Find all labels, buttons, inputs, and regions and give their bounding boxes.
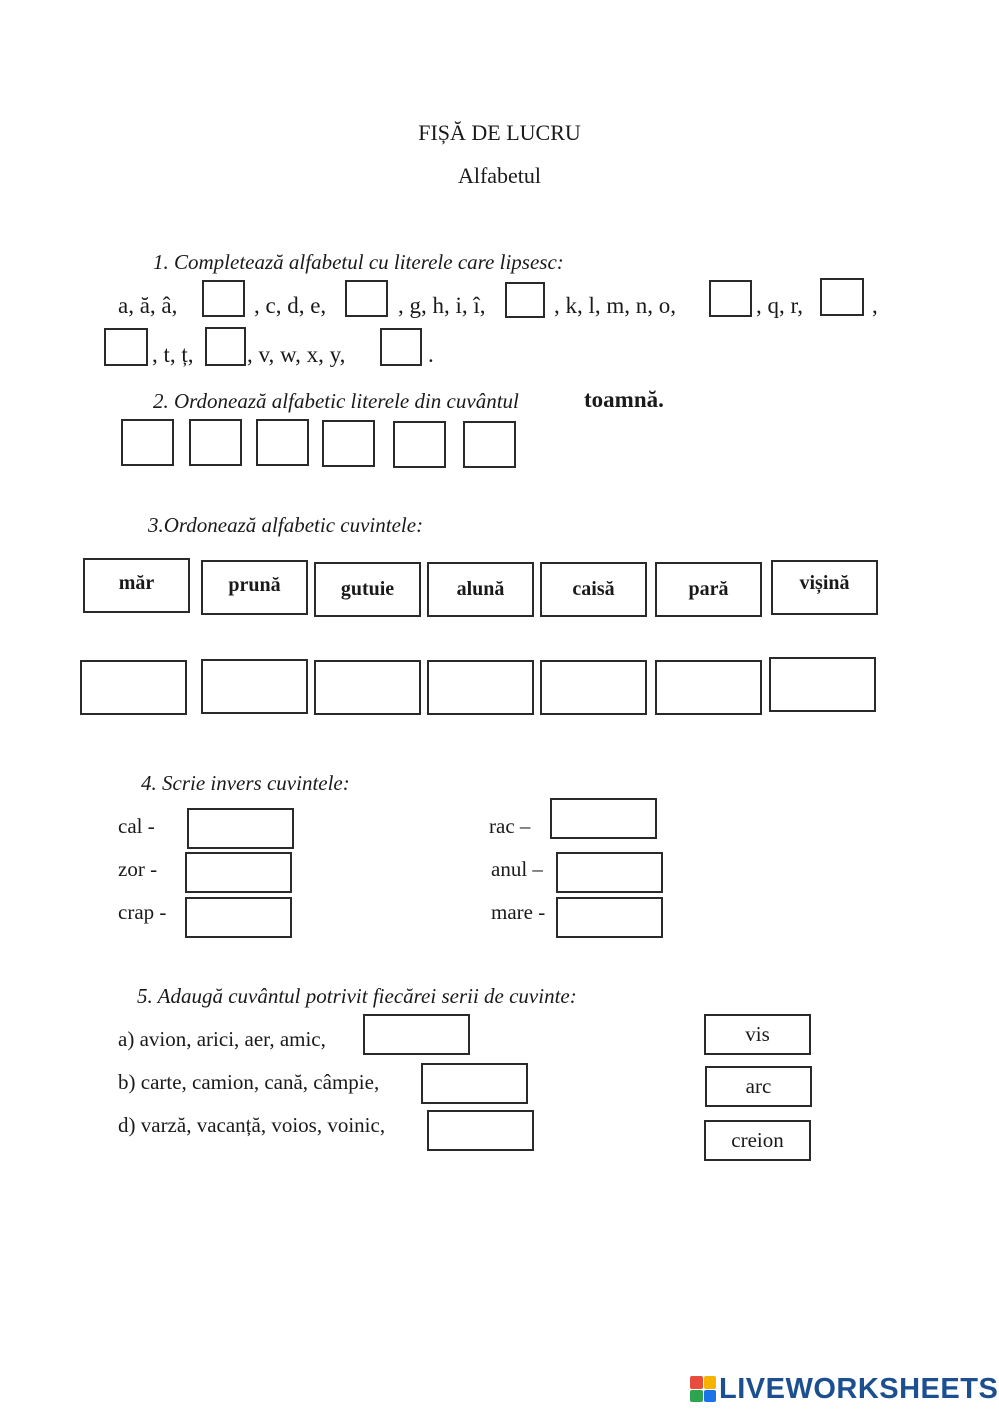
reverse-word-box[interactable]	[185, 852, 292, 893]
word-card: măr	[83, 558, 190, 613]
letter-order-box[interactable]	[256, 419, 309, 466]
word-order-box[interactable]	[427, 660, 534, 715]
word-option[interactable]: creion	[704, 1120, 811, 1161]
missing-letter-box[interactable]	[104, 328, 148, 366]
word-order-box[interactable]	[201, 659, 308, 714]
word-option[interactable]: arc	[705, 1066, 812, 1107]
reverse-word-label: anul –	[491, 857, 543, 881]
missing-letter-box[interactable]	[709, 280, 752, 317]
alphabet-text: , q, r,	[756, 293, 803, 318]
word-option[interactable]: vis	[704, 1014, 811, 1055]
missing-letter-box[interactable]	[820, 278, 864, 316]
exercise-2-instruction: 2. Ordonează alfabetic literele din cuvântul	[153, 389, 519, 413]
page-title: FIȘĂ DE LUCRU	[418, 120, 581, 145]
word-card: gutuie	[314, 562, 421, 617]
reverse-word-label: zor -	[118, 857, 158, 881]
alphabet-text: ,	[872, 293, 878, 318]
series-answer-box[interactable]	[427, 1110, 534, 1151]
liveworksheets-logo-icon	[690, 1376, 716, 1402]
brand-name: LIVEWORKSHEETS	[719, 1372, 999, 1405]
word-card: caisă	[540, 562, 647, 617]
reverse-word-label: mare -	[491, 900, 546, 924]
missing-letter-box[interactable]	[505, 282, 545, 318]
reverse-word-box[interactable]	[556, 852, 663, 893]
missing-letter-box[interactable]	[345, 280, 388, 317]
word-card: pară	[655, 562, 762, 617]
exercise-4-instruction: 4. Scrie invers cuvintele:	[141, 771, 350, 795]
series-answer-box[interactable]	[421, 1063, 528, 1104]
alphabet-text: .	[428, 342, 434, 367]
letter-order-box[interactable]	[121, 419, 174, 466]
word-card: prună	[201, 560, 308, 615]
exercise-5-instruction: 5. Adaugă cuvântul potrivit fiecărei serii de cuvinte:	[137, 984, 577, 1008]
word-order-box[interactable]	[80, 660, 187, 715]
word-series: d) varză, vacanță, voios, voinic,	[118, 1113, 386, 1137]
reverse-word-label: cal -	[118, 814, 155, 838]
reverse-word-box[interactable]	[185, 897, 292, 938]
word-series: a) avion, arici, aer, amic,	[118, 1027, 326, 1051]
word-order-box[interactable]	[655, 660, 762, 715]
reverse-word-label: rac –	[489, 814, 531, 838]
word-series: b) carte, camion, cană, câmpie,	[118, 1070, 380, 1094]
page-subtitle: Alfabetul	[457, 163, 542, 188]
exercise-1-instruction: 1. Completează alfabetul cu literele care lipsesc:	[153, 250, 564, 274]
letter-order-box[interactable]	[322, 420, 375, 467]
reverse-word-box[interactable]	[550, 798, 657, 839]
alphabet-text: a, ă, â,	[118, 293, 178, 318]
word-order-box[interactable]	[314, 660, 421, 715]
alphabet-text: , k, l, m, n, o,	[554, 293, 677, 318]
alphabet-text: , g, h, i, î,	[398, 293, 486, 318]
exercise-3-instruction: 3.Ordonează alfabetic cuvintele:	[148, 513, 424, 537]
target-word: toamnă.	[584, 387, 664, 412]
alphabet-text: , c, d, e,	[254, 293, 327, 318]
series-answer-box[interactable]	[363, 1014, 470, 1055]
word-order-box[interactable]	[769, 657, 876, 712]
letter-order-box[interactable]	[189, 419, 242, 466]
word-order-box[interactable]	[540, 660, 647, 715]
letter-order-box[interactable]	[463, 421, 516, 468]
reverse-word-box[interactable]	[556, 897, 663, 938]
missing-letter-box[interactable]	[380, 328, 422, 366]
liveworksheets-brand[interactable]	[690, 1372, 999, 1405]
missing-letter-box[interactable]	[205, 327, 246, 366]
alphabet-text: , v, w, x, y,	[247, 342, 346, 367]
letter-order-box[interactable]	[393, 421, 446, 468]
word-card: alună	[427, 562, 534, 617]
missing-letter-box[interactable]	[202, 280, 245, 317]
alphabet-text: , t, ț,	[152, 342, 194, 367]
reverse-word-label: crap -	[118, 900, 167, 924]
word-card: vișină	[771, 560, 878, 615]
reverse-word-box[interactable]	[187, 808, 294, 849]
